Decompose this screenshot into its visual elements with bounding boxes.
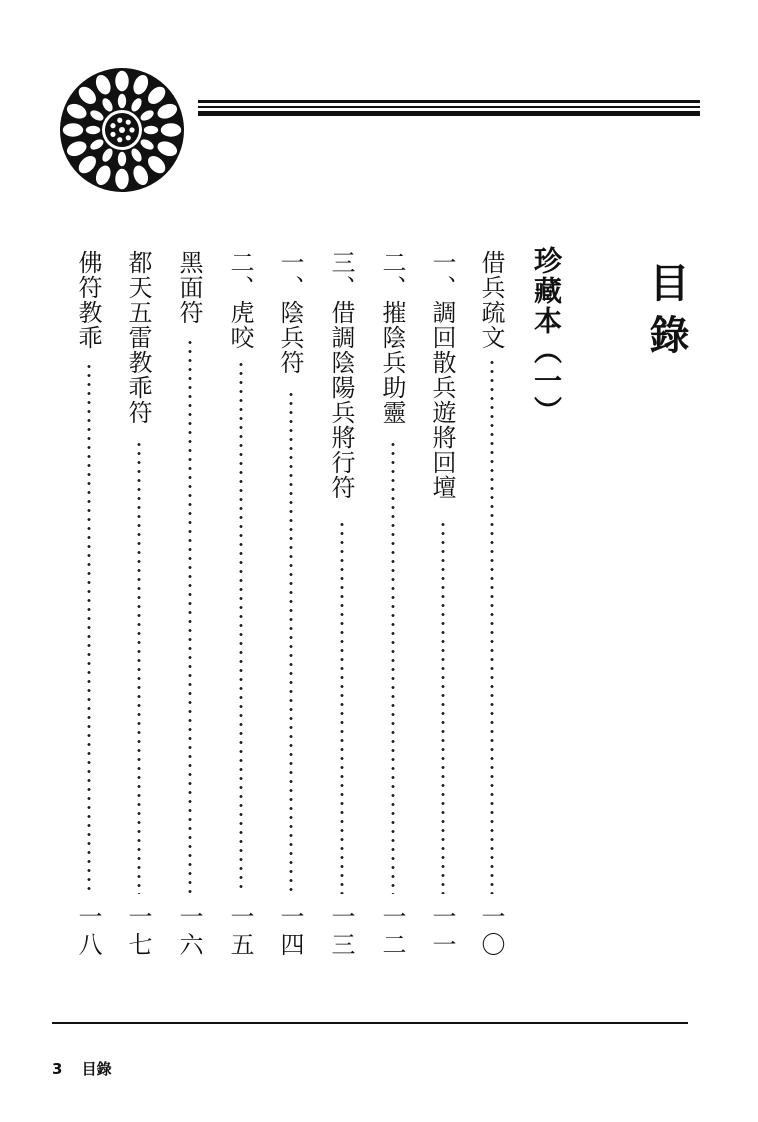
footer-rule	[52, 1022, 688, 1024]
toc-entry-title: 一、調回散兵遊將回壇	[428, 250, 456, 500]
toc-entry-page: 一六	[175, 904, 203, 960]
dot-leader	[188, 338, 192, 894]
footer-page-number: 3	[52, 1060, 63, 1078]
dot-leader	[239, 360, 243, 894]
toc-entry-title: 二、摧陰兵助靈	[378, 250, 406, 425]
dot-leader	[490, 358, 494, 894]
toc-entry-title: 借兵疏文	[477, 250, 505, 350]
toc-entry-page: 一三	[327, 904, 355, 960]
toc-entry-page: 一八	[74, 904, 102, 960]
toc-entry-page: 一一	[428, 904, 456, 960]
toc-entry-page: 一二	[378, 904, 406, 960]
dot-leader	[87, 362, 91, 894]
toc-entry-title: 三、借調陰陽兵將行符	[327, 250, 355, 500]
lotus-rosette-icon	[58, 66, 186, 194]
footer-running-title: 目錄	[81, 1060, 112, 1078]
dot-leader	[441, 520, 445, 894]
dot-leader	[137, 440, 141, 894]
toc-entry-page: 一四	[276, 904, 304, 960]
toc-entry-title: 都天五雷教乖符	[124, 250, 152, 425]
dot-leader	[340, 520, 344, 894]
dot-leader	[289, 390, 293, 894]
dot-leader	[391, 440, 395, 894]
toc-entry-page: 一〇	[477, 904, 505, 960]
section-title: 珍藏本（一）	[530, 246, 563, 426]
toc-entry-page: 一五	[226, 904, 254, 960]
toc-entry-page: 一七	[124, 904, 152, 960]
toc-entry-title: 二、虎咬	[226, 250, 254, 350]
toc-entry-title: 佛符教乖	[74, 250, 102, 350]
toc-entry-title: 一、陰兵符	[276, 250, 304, 375]
page-title: 目錄	[643, 262, 690, 366]
toc-entry-title: 黑面符	[175, 250, 203, 325]
header-rule	[198, 100, 700, 118]
page-footer	[52, 1058, 112, 1079]
